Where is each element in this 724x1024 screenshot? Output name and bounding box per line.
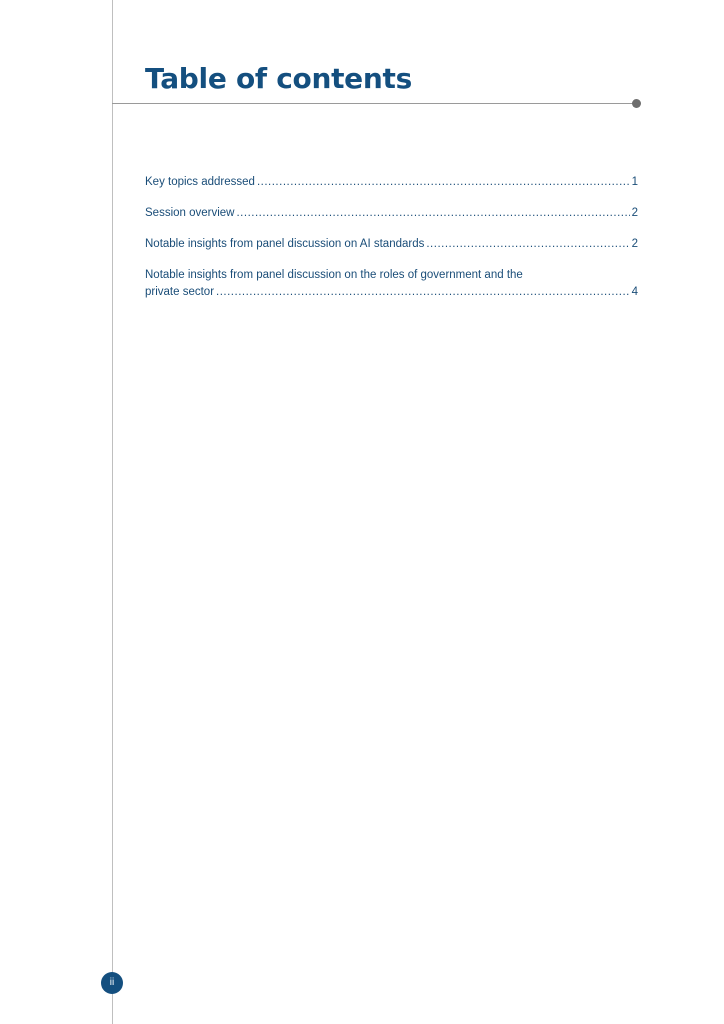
toc-entry-page: 1 [631, 176, 638, 188]
toc-entry-government-private-sector[interactable] [145, 267, 638, 301]
toc-entry-page: 2 [631, 207, 638, 219]
toc-entry-title: Notable insights from panel discussion on AI standards [145, 238, 425, 250]
dot-leader [257, 174, 630, 191]
dot-leader [236, 205, 629, 222]
title-underline-rule [112, 103, 636, 104]
toc-entry-title: private sector [145, 286, 215, 298]
toc-entry-title: Session overview [145, 207, 235, 219]
toc-entry-ai-standards[interactable] [145, 236, 638, 253]
page-title: Table of contents [145, 62, 412, 95]
toc-entry-key-topics[interactable] [145, 174, 638, 191]
toc-entry-page: 2 [631, 238, 638, 250]
page-number-badge: ii [101, 972, 123, 994]
toc-entry-page: 4 [631, 286, 638, 298]
dot-leader [426, 236, 629, 253]
left-margin-rule [112, 0, 113, 1024]
toc-entry-title-line1: Notable insights from panel discussion on the roles of government and the [145, 269, 523, 281]
rule-end-dot [632, 99, 641, 108]
table-of-contents [145, 174, 638, 315]
toc-entry-title: Key topics addressed [145, 176, 255, 188]
dot-leader [216, 284, 630, 301]
toc-entry-session-overview[interactable] [145, 205, 638, 222]
